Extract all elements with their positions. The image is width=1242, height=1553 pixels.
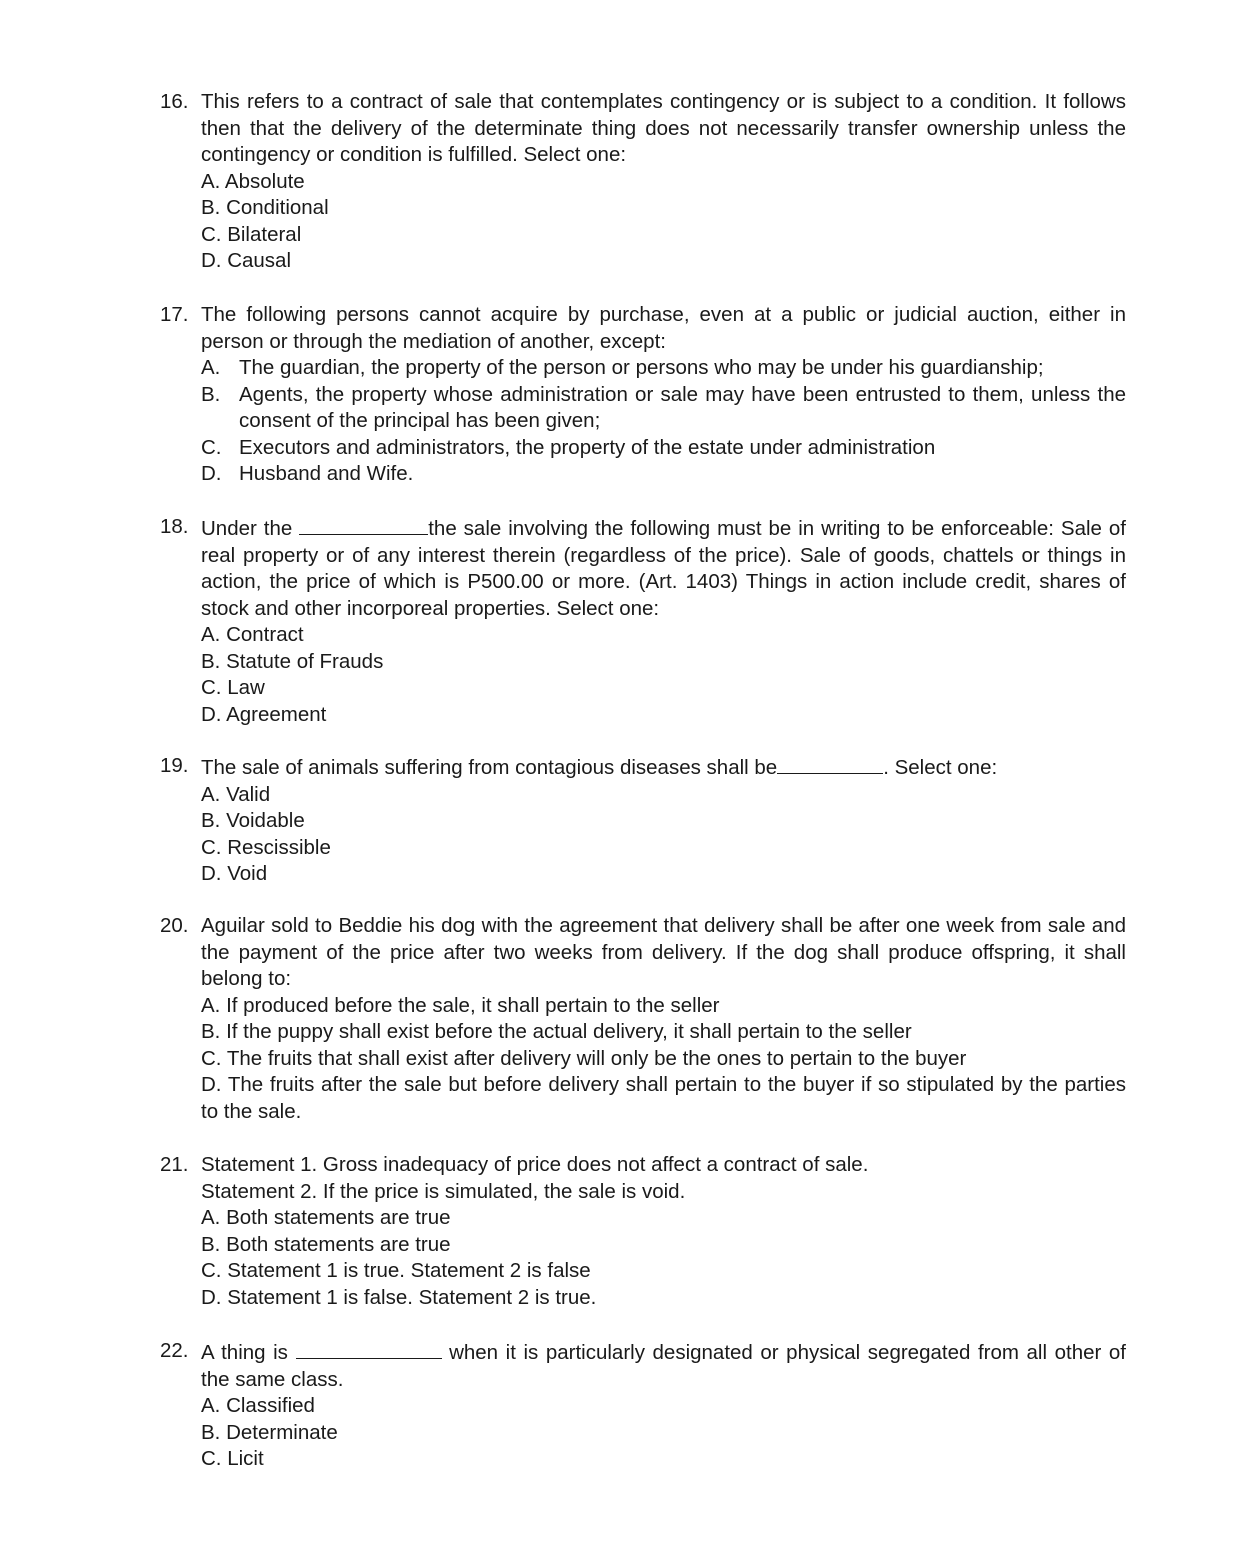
question-18 xyxy=(160,514,1126,728)
option-d: D. Statement 1 is false. Statement 2 is true. xyxy=(201,1285,597,1309)
option-c: C. Bilateral xyxy=(201,222,302,246)
option-b: B. Determinate xyxy=(201,1420,338,1444)
question-body-start: The sale of animals suffering from contagious diseases shall be xyxy=(201,756,778,779)
option-b: B. Voidable xyxy=(201,809,305,832)
option-b xyxy=(160,382,1126,435)
option-d: D. Agreement xyxy=(201,702,327,726)
question-text xyxy=(160,302,1126,355)
question-text xyxy=(160,514,1126,622)
question-body: This refers to a contract of sale that contemplates contingency or is subject to a condition. It follows then that the delivery of the determinate thing does not necessarily transfer ownership unless the contingency or condition is fulfilled. Select one: xyxy=(201,90,1126,166)
question-body-end: the sale involving the following must be in writing to be enforceable: Sale of real property or of any interest therein (regardless of the price). Sale of goods, chattels or things in action, the price of which is P500.00 or more. (Art. 1403) Things in action include credit, shares of stock and other incorporeal properties. Select one: xyxy=(201,517,1126,620)
option-b: B. Statute of Frauds xyxy=(201,649,384,673)
option-c: C. Statement 1 is true. Statement 2 is false xyxy=(201,1259,591,1282)
question-body-end: when it is particularly designated or physical segregated from all other of the same class. xyxy=(201,1341,1126,1391)
option-a: A. Both statements are true xyxy=(201,1206,451,1229)
question-body-end: . Select one: xyxy=(883,756,998,779)
question-body: The following persons cannot acquire by purchase, even at a public or judicial auction, either in person or through the mediation of another, except: xyxy=(201,303,1126,353)
option-d: D. Void xyxy=(201,862,268,885)
question-text xyxy=(160,89,1126,169)
question-number: 16. xyxy=(160,90,189,113)
question-17 xyxy=(160,302,1126,488)
statement-2: Statement 2. If the price is simulated, the sale is void. xyxy=(201,1179,686,1203)
option-a: A. Classified xyxy=(201,1394,315,1417)
option-text: Agents, the property whose administration or sale may have been entrusted to them, unless the consent of the principal has been given; xyxy=(239,382,1126,432)
option-d xyxy=(160,461,1126,488)
question-text xyxy=(160,1338,1126,1393)
option-d: D. The fruits after the sale but before delivery shall pertain to the buyer if so stipulated by the parties to the sale. xyxy=(201,1073,1126,1123)
question-number: 17. xyxy=(160,303,189,326)
question-number: 19. xyxy=(160,754,189,777)
question-16 xyxy=(160,89,1126,275)
option-b: B. Conditional xyxy=(201,196,329,219)
option-text: Executors and administrators, the property of the estate under administration xyxy=(239,435,936,459)
question-text xyxy=(160,753,1126,782)
question-number: 22. xyxy=(160,1339,189,1362)
option-c: C. Licit xyxy=(201,1447,264,1470)
statement-1: Statement 1. Gross inadequacy of price does not affect a contract of sale. xyxy=(201,1153,869,1176)
option-a xyxy=(160,355,1126,382)
answer-blank xyxy=(296,1338,442,1359)
option-c: C. Law xyxy=(201,676,265,699)
option-text: Husband and Wife. xyxy=(239,462,414,485)
question-21 xyxy=(160,1152,1126,1311)
option-d: D. Causal xyxy=(201,249,292,272)
answer-blank xyxy=(777,753,883,774)
question-number: 20. xyxy=(160,914,189,937)
question-body: Aguilar sold to Beddie his dog with the agreement that delivery shall be after one week from sale and the payment of the price after two weeks from delivery. If the dog shall produce offspring, it shall belong to: xyxy=(201,914,1126,990)
option-letter: A. xyxy=(201,356,221,379)
option-a: A. Valid xyxy=(201,782,271,806)
option-c: C. The fruits that shall exist after delivery will only be the ones to pertain to the buyer xyxy=(201,1046,967,1070)
question-number: 21. xyxy=(160,1153,189,1176)
option-text: The guardian, the property of the person or persons who may be under his guardianship; xyxy=(239,356,1044,379)
option-letter: B. xyxy=(201,382,221,406)
question-20 xyxy=(160,913,1126,1125)
option-c: C. Rescissible xyxy=(201,835,331,859)
question-22 xyxy=(160,1338,1126,1473)
option-a: A. If produced before the sale, it shall pertain to the seller xyxy=(201,993,720,1017)
option-letter: D. xyxy=(201,462,222,485)
question-body-start: Under the xyxy=(201,517,300,540)
option-b: B. If the puppy shall exist before the actual delivery, it shall pertain to the seller xyxy=(201,1020,912,1043)
option-c xyxy=(160,435,1126,462)
question-body-start: A thing is xyxy=(201,1341,296,1364)
answer-blank xyxy=(299,514,428,535)
question-number: 18. xyxy=(160,515,189,538)
question-text xyxy=(160,1152,1126,1179)
option-b: B. Both statements are true xyxy=(201,1232,451,1256)
question-19 xyxy=(160,753,1126,888)
option-a: A. Absolute xyxy=(201,169,305,193)
option-letter: C. xyxy=(201,435,222,459)
option-a: A. Contract xyxy=(201,623,304,646)
question-text xyxy=(160,913,1126,993)
